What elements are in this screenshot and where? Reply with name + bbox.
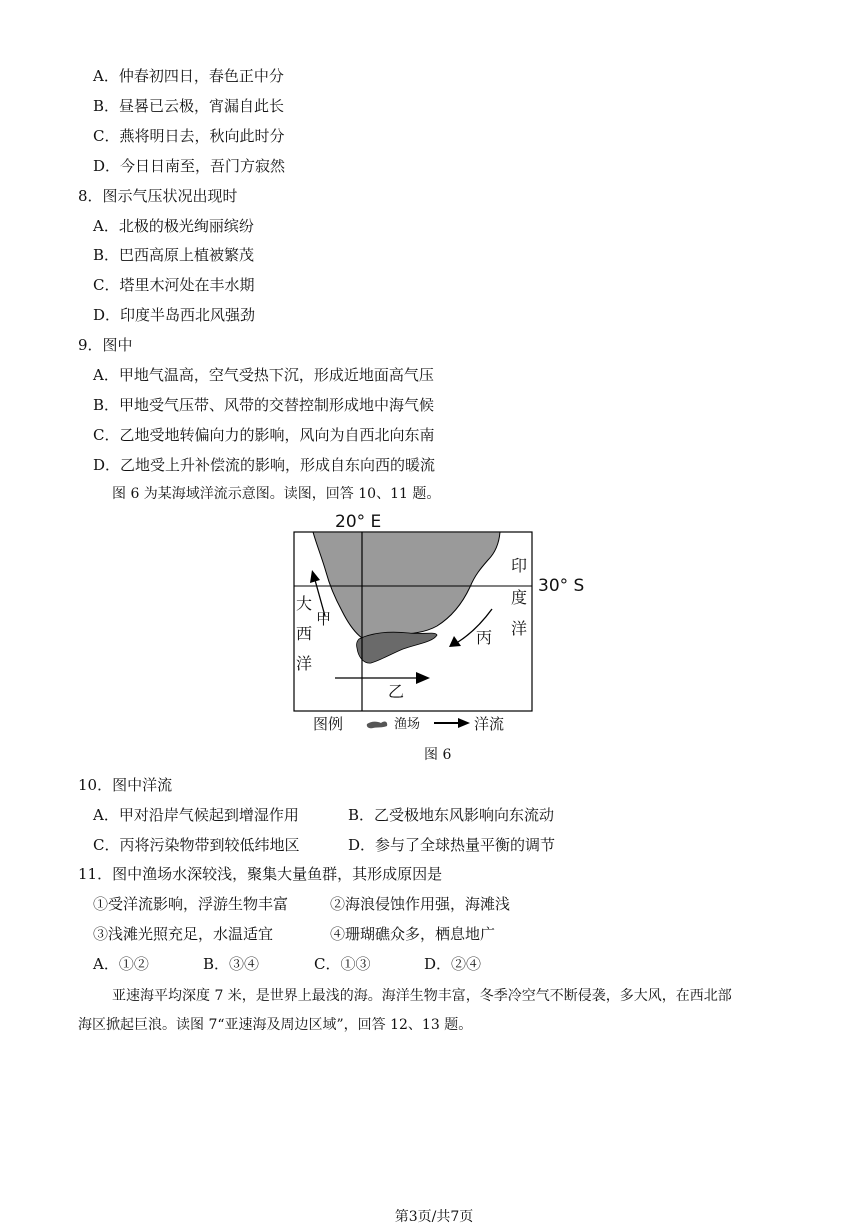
q10-option-b: B．乙受极地东风影响向东流动 (348, 806, 555, 824)
q7-option-a: A．仲春初四日，春色正中分 (93, 67, 284, 85)
q10-option-d: D．参与了全球热量平衡的调节 (348, 836, 556, 854)
q9-option-d: D．乙地受上升补偿流的影响，形成自东向西的暖流 (93, 456, 436, 474)
q10-stem: 10．图中洋流 (78, 776, 173, 794)
q10-option-a: A．甲对沿岸气候起到增湿作用 (93, 806, 299, 824)
q7-option-c: C．燕将明日去，秋向此时分 (93, 127, 285, 145)
figure7-intro-line1: 亚速海平均深度 7 米，是世界上最浅的海。海洋生物丰富，冬季冷空气不断侵袭，多大风，在西北部 (112, 988, 732, 1004)
q7-option-d: D．今日日南至，吾门方寂然 (93, 157, 286, 175)
figure6-caption: 图 6 (424, 747, 452, 763)
label-indian-1: 印 (511, 556, 528, 575)
q9-option-c: C．乙地受地转偏向力的影响，风向为自西北向东南 (93, 426, 435, 444)
label-bing: 丙 (476, 628, 493, 647)
q9-option-a: A．甲地气温高，空气受热下沉，形成近地面高气压 (93, 366, 434, 384)
q11-statement-4: ④珊瑚礁众多，栖息地广 (330, 925, 496, 943)
figure6-intro: 图 6 为某海域洋流示意图。读图，回答 10、11 题。 (112, 486, 441, 502)
q8-option-b: B．巴西高原上植被繁茂 (93, 246, 255, 264)
label-atlantic-2: 西 (296, 624, 313, 643)
label-yi: 乙 (388, 682, 405, 701)
label-atlantic-1: 大 (296, 594, 313, 613)
figure6-map (285, 508, 595, 743)
q11-option-b: B．③④ (203, 955, 260, 973)
label-jia: 甲 (316, 610, 332, 628)
legend-fishery-label: 渔场 (394, 717, 421, 732)
q11-option-d: D．②④ (424, 955, 482, 973)
q11-stem: 11．图中渔场水深较浅，聚集大量鱼群，其形成原因是 (78, 865, 443, 883)
label-20e: 20° E (335, 512, 382, 532)
q9-option-b: B．甲地受气压带、风带的交替控制形成地中海气候 (93, 396, 435, 414)
q10-option-c: C．丙将污染物带到较低纬地区 (93, 836, 300, 854)
label-indian-2: 度 (511, 588, 528, 607)
label-atlantic-3: 洋 (296, 654, 313, 673)
q8-option-c: C．塔里木河处在丰水期 (93, 276, 255, 294)
label-indian-3: 洋 (511, 619, 528, 638)
q8-stem: 8．图示气压状况出现时 (78, 187, 238, 205)
q7-option-b: B．昼晷已云极，宵漏自此长 (93, 97, 285, 115)
label-30s: 30° S (538, 576, 585, 596)
q11-option-a: A．①② (93, 955, 149, 973)
page-footer: 第3页/共7页 (394, 1209, 474, 1225)
q11-statement-3: ③浅滩光照充足，水温适宜 (93, 925, 274, 943)
figure6 (285, 508, 595, 743)
q9-stem: 9．图中 (78, 336, 133, 354)
q8-option-a: A．北极的极光绚丽缤纷 (93, 217, 254, 235)
legend-title: 图例 (313, 715, 344, 733)
q8-option-d: D．印度半岛西北风强劲 (93, 306, 256, 324)
legend-fishery-swatch (367, 722, 387, 729)
q11-statement-1: ①受洋流影响，浮游生物丰富 (93, 895, 289, 913)
legend-current-label: 洋流 (474, 715, 505, 733)
figure7-intro-line2: 海区掀起巨浪。读图 7“亚速海及周边区域”，回答 12、13 题。 (78, 1017, 473, 1033)
q11-statement-2: ②海浪侵蚀作用强，海滩浅 (330, 895, 511, 913)
q11-option-c: C．①③ (314, 955, 371, 973)
